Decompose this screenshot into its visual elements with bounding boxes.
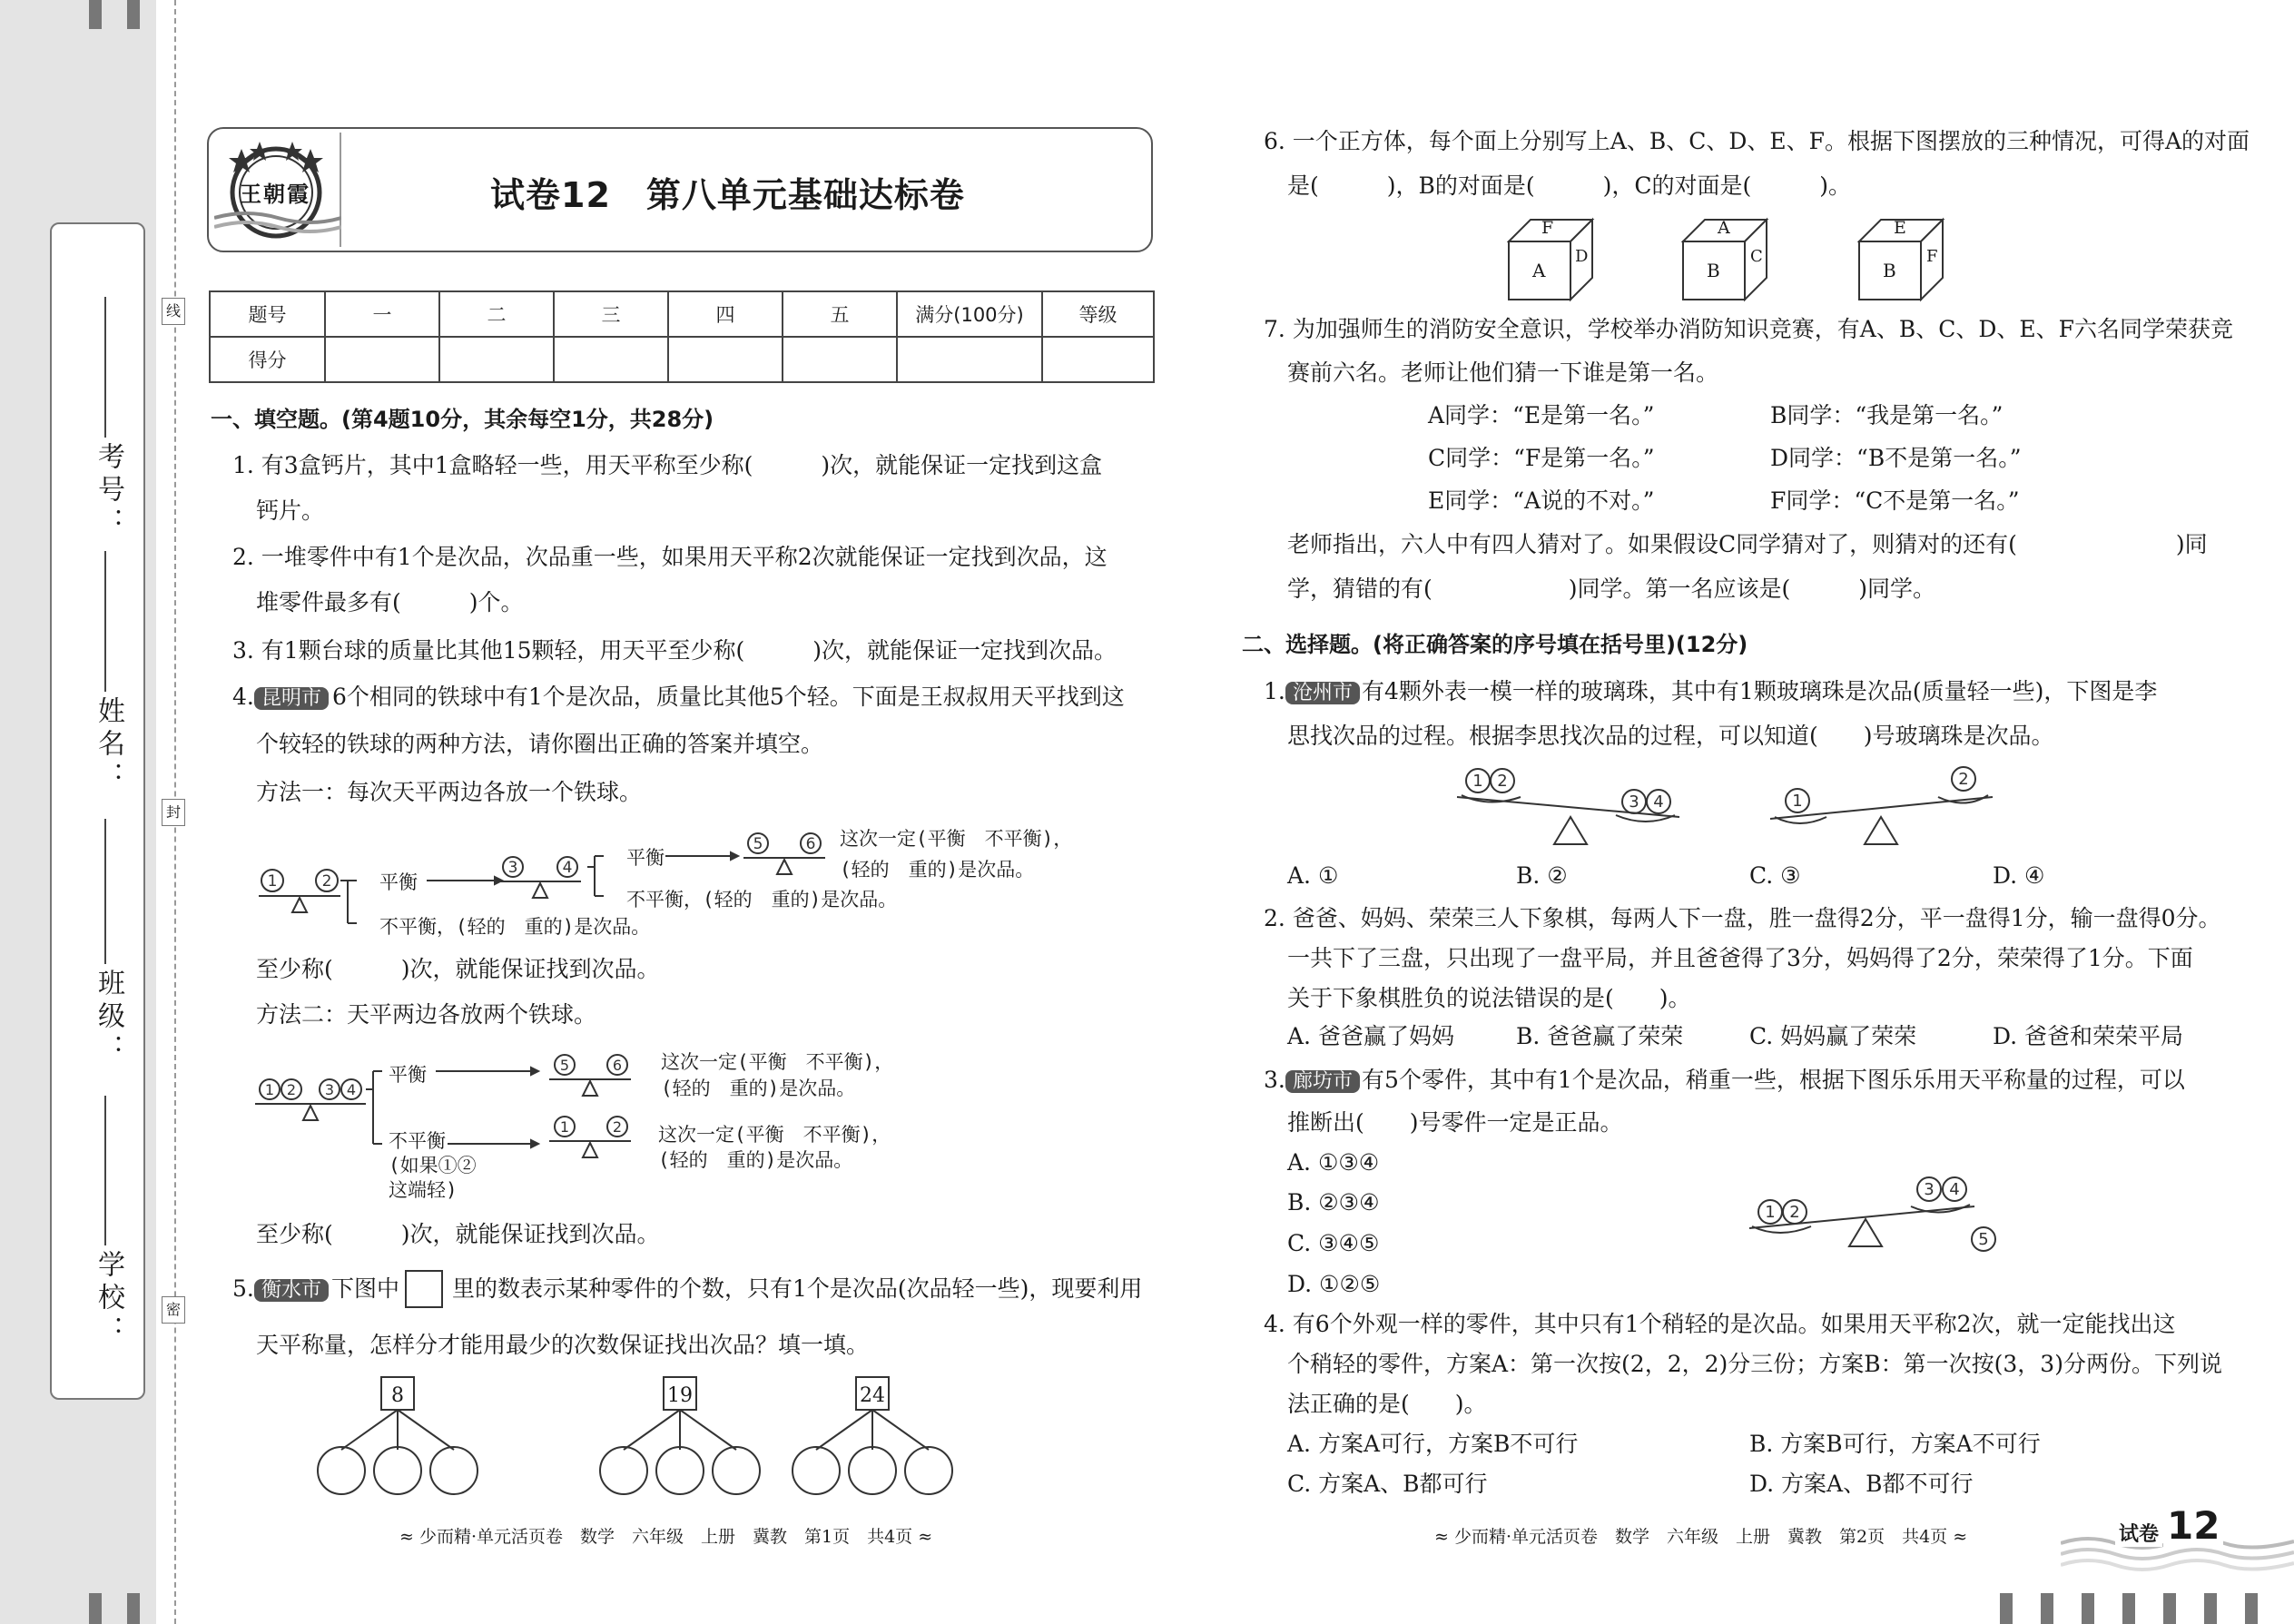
c1-line1: 有4颗外表一模一样的玻璃珠，其中有1颗玻璃珠是次品(质量轻一些)，下图是李	[1362, 678, 2158, 704]
m2-note1: 这次一定(平衡 不平衡)，	[661, 1051, 894, 1073]
school-line[interactable]	[104, 1096, 106, 1245]
q6-line1: 6. 一个正方体，每个面上分别写上A、B、C、D、E、F。根据下图摆放的三种情况，可得A的对面	[1264, 128, 2250, 154]
c3-number: 3.	[1264, 1067, 1285, 1093]
class-label: 班级：	[93, 969, 124, 1067]
q4-number: 4.	[232, 684, 254, 710]
c3-option-a[interactable]: A. ①③④	[1287, 1149, 1380, 1176]
score-cell[interactable]	[554, 337, 668, 382]
class-line[interactable]	[104, 819, 106, 964]
c3-line1: 有5个零件，其中有1个是次品，稍重一些，根据下图乐乐用天平称量的过程，可以	[1362, 1067, 2185, 1093]
strip-mark	[127, 1593, 140, 1624]
q4-region-tag: 昆明市	[254, 687, 329, 710]
m1-unbalance2: 不平衡，(轻的 重的)是次品。	[626, 889, 898, 910]
c3-balance	[1738, 1166, 2011, 1257]
c1-number: 1.	[1264, 678, 1285, 704]
c2-option-d[interactable]: D. 爸爸和荣荣平局	[1993, 1023, 2184, 1049]
m2-condition1: (如果①②	[389, 1155, 477, 1176]
score-cell[interactable]	[325, 337, 439, 382]
svg-text:1: 1	[559, 1118, 570, 1136]
bottom-tick	[2122, 1593, 2135, 1624]
m1-note1: 这次一定(平衡 不平衡)，	[840, 828, 1073, 850]
svg-text:6: 6	[805, 835, 816, 853]
score-header-cell: 一	[325, 291, 439, 337]
score-cell[interactable]	[439, 337, 554, 382]
corner-label: 试卷	[2115, 1519, 2162, 1547]
m1-balance2: 平衡	[626, 847, 665, 869]
cube-3	[1857, 216, 1948, 302]
cube-1	[1507, 216, 1598, 302]
svg-text:1: 1	[267, 872, 278, 891]
strip-mark	[89, 1593, 102, 1624]
svg-text:5: 5	[559, 1057, 570, 1074]
q2-line2: 堆零件最多有( )个。	[256, 589, 524, 615]
strip-mark	[89, 0, 102, 29]
m2-note4: (轻的 重的)是次品。	[658, 1149, 853, 1171]
c1-option-d[interactable]: D. ④	[1993, 862, 2045, 889]
c1-option-b[interactable]: B. ②	[1516, 862, 1568, 889]
q5-line1b: 里的数表示某种零件的个数，只有1个是次品(次品轻一些)，现要利用	[452, 1275, 1143, 1302]
c3-region-tag: 廊坊市	[1285, 1070, 1360, 1093]
c4-option-d[interactable]: D. 方案A、B都不可行	[1749, 1471, 1974, 1497]
student-info-box	[50, 222, 145, 1400]
method1-answer: 至少称( )次，就能保证找到次品。	[256, 956, 660, 982]
c1-ball-4: 4	[1653, 792, 1664, 812]
bottom-tick	[2000, 1593, 2013, 1624]
corner-number: 12	[2163, 1503, 2223, 1548]
c1-balances	[1452, 761, 2015, 861]
score-header-cell: 二	[439, 291, 554, 337]
cube1-top: F	[1541, 218, 1554, 238]
method2-answer: 至少称( )次，就能保证找到次品。	[256, 1221, 660, 1247]
m1-unbalance: 不平衡，(轻的 重的)是次品。	[379, 916, 651, 938]
q7-student-b: B同学：“我是第一名。”	[1770, 402, 2004, 428]
c2-line3: 关于下象棋胜负的说法错误的是( )。	[1287, 985, 1691, 1011]
c2-line2: 一共下了三盘，只出现了一盘平局，并且爸爸得了3分，妈妈得了2分，荣荣得了1分。下面	[1287, 945, 2193, 971]
c3-ball-3: 3	[1924, 1180, 1935, 1199]
c3-option-b[interactable]: B. ②③④	[1287, 1189, 1380, 1216]
svg-text:1: 1	[264, 1081, 275, 1098]
score-table	[209, 290, 1155, 383]
score-cell[interactable]	[897, 337, 1042, 382]
q7-student-d: D同学：“B不是第一名。”	[1770, 445, 2022, 471]
score-header-cell: 等级	[1042, 291, 1154, 337]
logo-text: 王朝霞	[240, 181, 310, 207]
score-cell[interactable]	[783, 337, 897, 382]
c2-line1: 2. 爸爸、妈妈、荣荣三人下象棋，每两人下一盘，胜一盘得2分，平一盘得1分，输一盘得0分。	[1264, 905, 2221, 931]
svg-text:3: 3	[507, 859, 518, 877]
q5-tree3-value: 24	[860, 1384, 885, 1407]
svg-text:3: 3	[324, 1081, 335, 1098]
score-cell[interactable]	[1042, 337, 1154, 382]
m1-note2: (轻的 重的)是次品。	[840, 859, 1035, 881]
c4-option-a[interactable]: A. 方案A可行，方案B不可行	[1287, 1431, 1579, 1457]
score-header-cell: 题号	[210, 291, 325, 337]
bottom-tick	[2082, 1593, 2094, 1624]
method2-title: 方法二：天平两边各放两个铁球。	[256, 1001, 597, 1028]
c3-option-d[interactable]: D. ①②⑤	[1287, 1271, 1381, 1297]
cube1-side: D	[1575, 247, 1589, 266]
cube3-top: E	[1894, 218, 1906, 238]
q7-line4: 学，猜错的有( )同学。第一名应该是( )同学。	[1287, 576, 1936, 602]
svg-text:6: 6	[612, 1057, 623, 1074]
section1-title: 一、填空题。(第4题10分，其余每空1分，共28分)	[211, 407, 714, 432]
q1-line1: 1. 有3盒钙片，其中1盒略轻一些，用天平称至少称( )次，就能保证一定找到这盒	[232, 452, 1103, 478]
score-header-cell: 五	[783, 291, 897, 337]
svg-text:4: 4	[346, 1081, 357, 1098]
c3-ball-1: 1	[1765, 1203, 1776, 1222]
q5-tree2-value: 19	[667, 1384, 693, 1407]
seal-char-line: 线	[162, 298, 185, 325]
bottom-tick	[2163, 1593, 2176, 1624]
c1-line2: 思找次品的过程。根据李思找次品的过程，可以知道( )号玻璃珠是次品。	[1287, 723, 2054, 749]
q1-line2: 钙片。	[256, 497, 325, 524]
strip-mark	[127, 0, 140, 29]
q3-line: 3. 有1颗台球的质量比其他15颗轻，用天平至少称( )次，就能保证一定找到次品。	[232, 637, 1117, 664]
c4-option-c[interactable]: C. 方案A、B都可行	[1287, 1471, 1488, 1497]
bottom-tick	[2041, 1593, 2053, 1624]
page-title: 试卷12 第八单元基础达标卷	[490, 175, 965, 215]
c1-ball-2: 2	[1497, 772, 1508, 791]
cube2-side: C	[1750, 247, 1763, 266]
m2-note3: 这次一定(平衡 不平衡)，	[658, 1124, 891, 1146]
cube-2	[1681, 216, 1772, 302]
svg-text:2: 2	[321, 872, 332, 891]
footer-right: ≈ 少而精·单元活页卷 数学 六年级 上册 冀教 第2页 共4页 ≈	[1434, 1527, 1968, 1547]
c1-option-a[interactable]: A. ①	[1287, 862, 1339, 889]
score-header-cell: 满分(100分)	[897, 291, 1042, 337]
q7-student-c: C同学：“F是第一名。”	[1428, 445, 1655, 471]
c1-ball-1b: 1	[1792, 792, 1803, 811]
c4-line1: 4. 有6个外观一样的零件，其中只有1个稍轻的是次品。如果用天平称2次，就一定能找出这	[1264, 1311, 2176, 1337]
svg-text:4: 4	[562, 859, 573, 877]
score-header-cell: 三	[554, 291, 668, 337]
c4-line3: 法正确的是( )。	[1287, 1391, 1487, 1417]
q5-tree1-value: 8	[391, 1384, 404, 1407]
exam-number-label: 考号：	[93, 442, 124, 540]
section2-title: 二、选择题。(将正确答案的序号填在括号里)(12分)	[1242, 632, 1748, 657]
bottom-tick	[2245, 1593, 2258, 1624]
c1-ball-3: 3	[1629, 792, 1639, 812]
m2-balance: 平衡	[389, 1064, 427, 1086]
m1-balance: 平衡	[379, 871, 418, 893]
c3-ball-4: 4	[1949, 1180, 1960, 1199]
method1-title: 方法一：每次天平两边各放一个铁球。	[256, 779, 643, 805]
c1-option-c[interactable]: C. ③	[1749, 862, 1801, 889]
c1-region-tag: 沧州市	[1285, 682, 1360, 704]
score-cell[interactable]	[668, 337, 783, 382]
seal-char-seal: 封	[162, 799, 185, 826]
q5-line2: 天平称量，怎样分才能用最少的次数保证找出次品？填一填。	[256, 1332, 870, 1358]
c2-option-a[interactable]: A. 爸爸赢了妈妈	[1287, 1023, 1454, 1049]
c3-option-c[interactable]: C. ③④⑤	[1287, 1230, 1380, 1256]
c2-option-c[interactable]: C. 妈妈赢了荣荣	[1749, 1023, 1917, 1049]
q2-line1: 2. 一堆零件中有1个是次品，次品重一些，如果用天平称2次就能保证一定找到次品，这	[232, 544, 1108, 570]
bottom-tick	[2204, 1593, 2217, 1624]
c3-line2: 推断出( )号零件一定是正品。	[1287, 1109, 1623, 1136]
c4-option-b[interactable]: B. 方案B可行，方案A不可行	[1749, 1431, 2041, 1457]
q5-number: 5.	[232, 1275, 254, 1302]
cube1-front: A	[1532, 260, 1546, 281]
svg-text:5: 5	[753, 835, 763, 853]
q7-line2: 赛前六名。老师让他们猜一下谁是第一名。	[1287, 359, 1719, 386]
q5-region-tag: 衡水市	[254, 1279, 329, 1302]
exam-number-line[interactable]	[104, 297, 106, 438]
school-label: 学校：	[93, 1250, 124, 1348]
c4-line2: 个稍轻的零件，方案A：第一次按(2，2，2)分三份；方案B：第一次按(3，3)分两份。下列说	[1287, 1351, 2222, 1377]
q4-line2: 个较轻的铁球的两种方法，请你圈出正确的答案并填空。	[256, 731, 824, 757]
cube3-front: B	[1883, 260, 1896, 281]
c3-ball-5: 5	[1978, 1230, 1989, 1249]
q5-line1a: 下图中	[331, 1275, 400, 1302]
m2-note2: (轻的 重的)是次品。	[661, 1078, 856, 1099]
score-row-label: 得分	[210, 337, 325, 382]
q7-student-e: E同学：“A说的不对。”	[1428, 487, 1655, 514]
seal-char-close: 密	[162, 1296, 185, 1324]
footer-left: ≈ 少而精·单元活页卷 数学 六年级 上册 冀教 第1页 共4页 ≈	[399, 1527, 933, 1547]
cube3-side: F	[1926, 247, 1938, 266]
q7-student-a: A同学：“E是第一名。”	[1428, 402, 1655, 428]
c1-ball-2b: 2	[1958, 770, 1969, 789]
q7-line3: 老师指出，六人中有四人猜对了。如果假设C同学猜对了，则猜对的还有( )同	[1287, 531, 2208, 557]
name-label: 姓名：	[93, 696, 124, 794]
m2-condition2: 这端轻)	[389, 1179, 458, 1201]
svg-text:2: 2	[612, 1118, 623, 1136]
svg-text:2: 2	[286, 1081, 297, 1098]
q7-line1: 7. 为加强师生的消防安全意识，学校举办消防知识竞赛，有A、B、C、D、E、F六名同学荣获竞	[1264, 316, 2233, 342]
logo	[214, 133, 341, 247]
q5-box-symbol	[405, 1270, 443, 1308]
score-header-cell: 四	[668, 291, 783, 337]
c2-option-b[interactable]: B. 爸爸赢了荣荣	[1516, 1023, 1684, 1049]
cube2-top: A	[1718, 218, 1730, 238]
c1-ball-1: 1	[1472, 772, 1483, 791]
cube2-front: B	[1707, 260, 1720, 281]
q6-line2: 是( )，B的对面是( )，C的对面是( )。	[1287, 172, 1852, 199]
q7-student-f: F同学：“C不是第一名。”	[1770, 487, 2020, 514]
title-box	[207, 127, 1153, 252]
q4-line1: 6个相同的铁球中有1个是次品，质量比其他5个轻。下面是王叔叔用天平找到这	[332, 684, 1125, 710]
name-line[interactable]	[104, 551, 106, 692]
c3-ball-2: 2	[1789, 1203, 1800, 1222]
m2-unbalance: 不平衡	[389, 1130, 446, 1152]
